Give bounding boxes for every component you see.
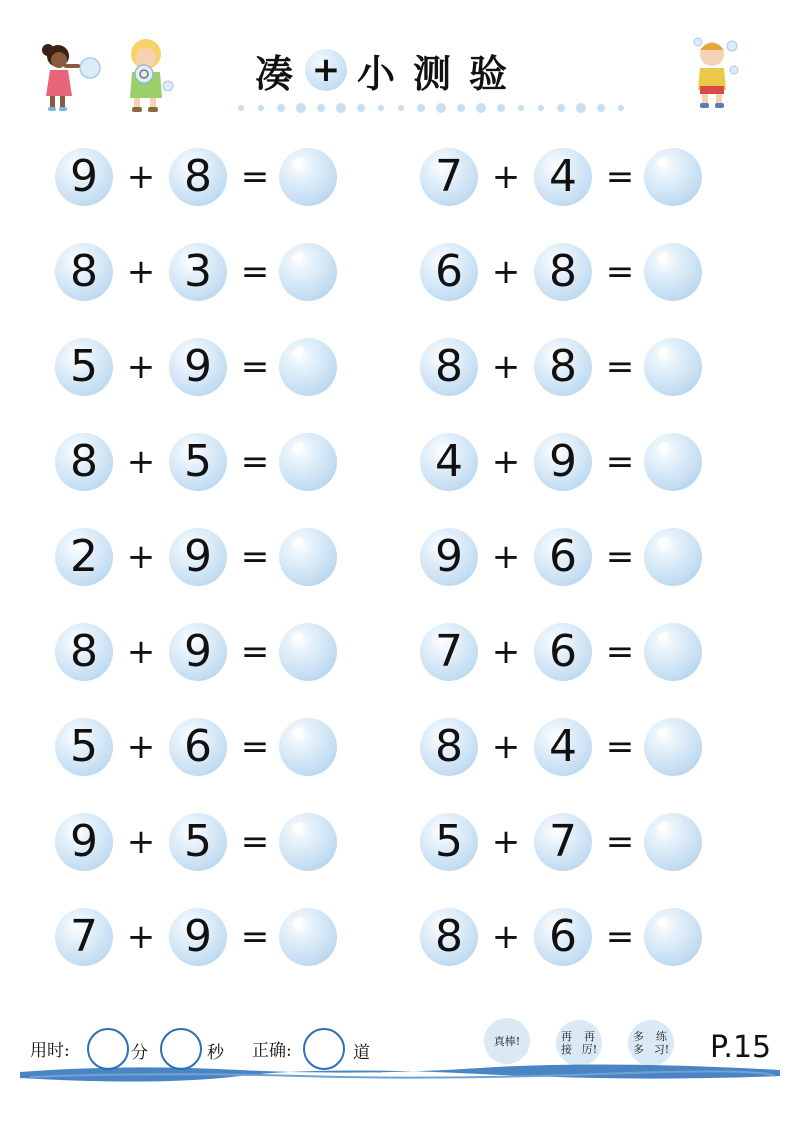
time-label: 用时:	[30, 1041, 70, 1061]
plus-sign: +	[126, 632, 156, 672]
addend-b-bubble: 9	[169, 338, 227, 396]
problem-row	[420, 433, 720, 493]
addend-b-bubble: 9	[534, 433, 592, 491]
equals-sign: =	[240, 727, 270, 767]
answer-bubble[interactable]	[644, 433, 702, 491]
addend-a-bubble: 8	[420, 908, 478, 966]
answer-bubble[interactable]	[279, 433, 337, 491]
answer-bubble[interactable]	[279, 528, 337, 586]
equals-sign: =	[240, 442, 270, 482]
answer-bubble[interactable]	[644, 243, 702, 301]
problem-row	[55, 813, 355, 873]
addend-a-bubble: 7	[420, 623, 478, 681]
problem-row	[55, 338, 355, 398]
title-right: 小测验	[357, 51, 526, 96]
addend-b-bubble: 8	[534, 338, 592, 396]
addend-a-bubble: 2	[55, 528, 113, 586]
answer-bubble[interactable]	[279, 908, 337, 966]
addend-b-bubble: 6	[534, 623, 592, 681]
addend-a-bubble: 7	[420, 148, 478, 206]
problem-row	[420, 813, 720, 873]
answer-bubble[interactable]	[644, 908, 702, 966]
plus-sign: +	[126, 252, 156, 292]
title-plus-bubble: +	[305, 49, 347, 91]
answer-bubble[interactable]	[279, 718, 337, 776]
addend-b-bubble: 5	[169, 813, 227, 871]
addend-b-bubble: 7	[534, 813, 592, 871]
equals-sign: =	[605, 917, 635, 957]
addend-a-bubble: 5	[420, 813, 478, 871]
addend-a-bubble: 8	[420, 338, 478, 396]
plus-sign: +	[126, 537, 156, 577]
plus-sign: +	[491, 727, 521, 767]
addend-b-bubble: 6	[534, 528, 592, 586]
badge-keep-going[interactable]: 再接 再厉!	[556, 1020, 602, 1066]
plus-sign: +	[126, 157, 156, 197]
equals-sign: =	[605, 442, 635, 482]
badge-practice-more[interactable]: 多多 练习!	[628, 1020, 674, 1066]
equals-sign: =	[240, 347, 270, 387]
plus-sign: +	[126, 727, 156, 767]
correct-label: 正确:	[252, 1041, 292, 1061]
equals-sign: =	[605, 822, 635, 862]
answer-bubble[interactable]	[644, 528, 702, 586]
problem-row	[55, 623, 355, 683]
addend-a-bubble: 4	[420, 433, 478, 491]
plus-sign: +	[491, 537, 521, 577]
problem-row	[55, 433, 355, 493]
equals-sign: =	[605, 157, 635, 197]
addend-b-bubble: 6	[169, 718, 227, 776]
answer-bubble[interactable]	[279, 338, 337, 396]
wave-decoration	[0, 1062, 800, 1084]
minutes-label: 分	[131, 1043, 148, 1063]
problem-row	[420, 718, 720, 778]
plus-sign: +	[126, 822, 156, 862]
answer-bubble[interactable]	[644, 148, 702, 206]
seconds-label: 秒	[207, 1043, 224, 1063]
addend-b-bubble: 9	[169, 623, 227, 681]
page-number: P.15	[710, 1030, 772, 1065]
equals-sign: =	[240, 157, 270, 197]
addend-a-bubble: 9	[55, 813, 113, 871]
problem-row	[420, 528, 720, 588]
plus-sign: +	[491, 632, 521, 672]
problem-row	[55, 718, 355, 778]
plus-sign: +	[491, 822, 521, 862]
equals-sign: =	[240, 537, 270, 577]
answer-bubble[interactable]	[644, 718, 702, 776]
badge-great[interactable]: 真棒!	[484, 1018, 530, 1064]
answer-bubble[interactable]	[644, 623, 702, 681]
addend-b-bubble: 8	[534, 243, 592, 301]
problem-row	[420, 623, 720, 683]
answer-bubble[interactable]	[279, 623, 337, 681]
title-left: 凑	[255, 51, 296, 96]
addend-a-bubble: 7	[55, 908, 113, 966]
problem-row	[420, 243, 720, 303]
answer-bubble[interactable]	[644, 813, 702, 871]
problem-row	[55, 908, 355, 968]
equals-sign: =	[605, 727, 635, 767]
addend-a-bubble: 5	[55, 338, 113, 396]
equals-sign: =	[605, 537, 635, 577]
footer	[0, 1010, 800, 1132]
answer-bubble[interactable]	[644, 338, 702, 396]
problem-row	[420, 148, 720, 208]
addend-a-bubble: 5	[55, 718, 113, 776]
addend-a-bubble: 8	[55, 433, 113, 491]
addend-a-bubble: 8	[55, 243, 113, 301]
problem-row	[420, 338, 720, 398]
addend-b-bubble: 5	[169, 433, 227, 491]
addend-a-bubble: 8	[55, 623, 113, 681]
addend-b-bubble: 3	[169, 243, 227, 301]
equals-sign: =	[240, 252, 270, 292]
addend-a-bubble: 9	[420, 528, 478, 586]
addend-a-bubble: 6	[420, 243, 478, 301]
plus-sign: +	[491, 347, 521, 387]
plus-sign: +	[491, 442, 521, 482]
problem-row	[55, 243, 355, 303]
addend-b-bubble: 4	[534, 718, 592, 776]
answer-bubble[interactable]	[279, 813, 337, 871]
answer-bubble[interactable]	[279, 148, 337, 206]
plus-sign: +	[126, 917, 156, 957]
equals-sign: =	[240, 917, 270, 957]
equals-sign: =	[240, 822, 270, 862]
plus-sign: +	[491, 917, 521, 957]
answer-bubble[interactable]	[279, 243, 337, 301]
addend-a-bubble: 8	[420, 718, 478, 776]
addend-b-bubble: 8	[169, 148, 227, 206]
addend-b-bubble: 9	[169, 528, 227, 586]
addend-b-bubble: 9	[169, 908, 227, 966]
equals-sign: =	[605, 632, 635, 672]
plus-sign: +	[126, 347, 156, 387]
problem-row	[55, 528, 355, 588]
plus-sign: +	[491, 157, 521, 197]
count-label: 道	[353, 1043, 370, 1063]
equals-sign: =	[605, 347, 635, 387]
addend-a-bubble: 9	[55, 148, 113, 206]
equals-sign: =	[240, 632, 270, 672]
problem-row	[420, 908, 720, 968]
addend-b-bubble: 4	[534, 148, 592, 206]
addend-b-bubble: 6	[534, 908, 592, 966]
plus-sign: +	[126, 442, 156, 482]
problem-row	[55, 148, 355, 208]
plus-sign: +	[491, 252, 521, 292]
equals-sign: =	[605, 252, 635, 292]
